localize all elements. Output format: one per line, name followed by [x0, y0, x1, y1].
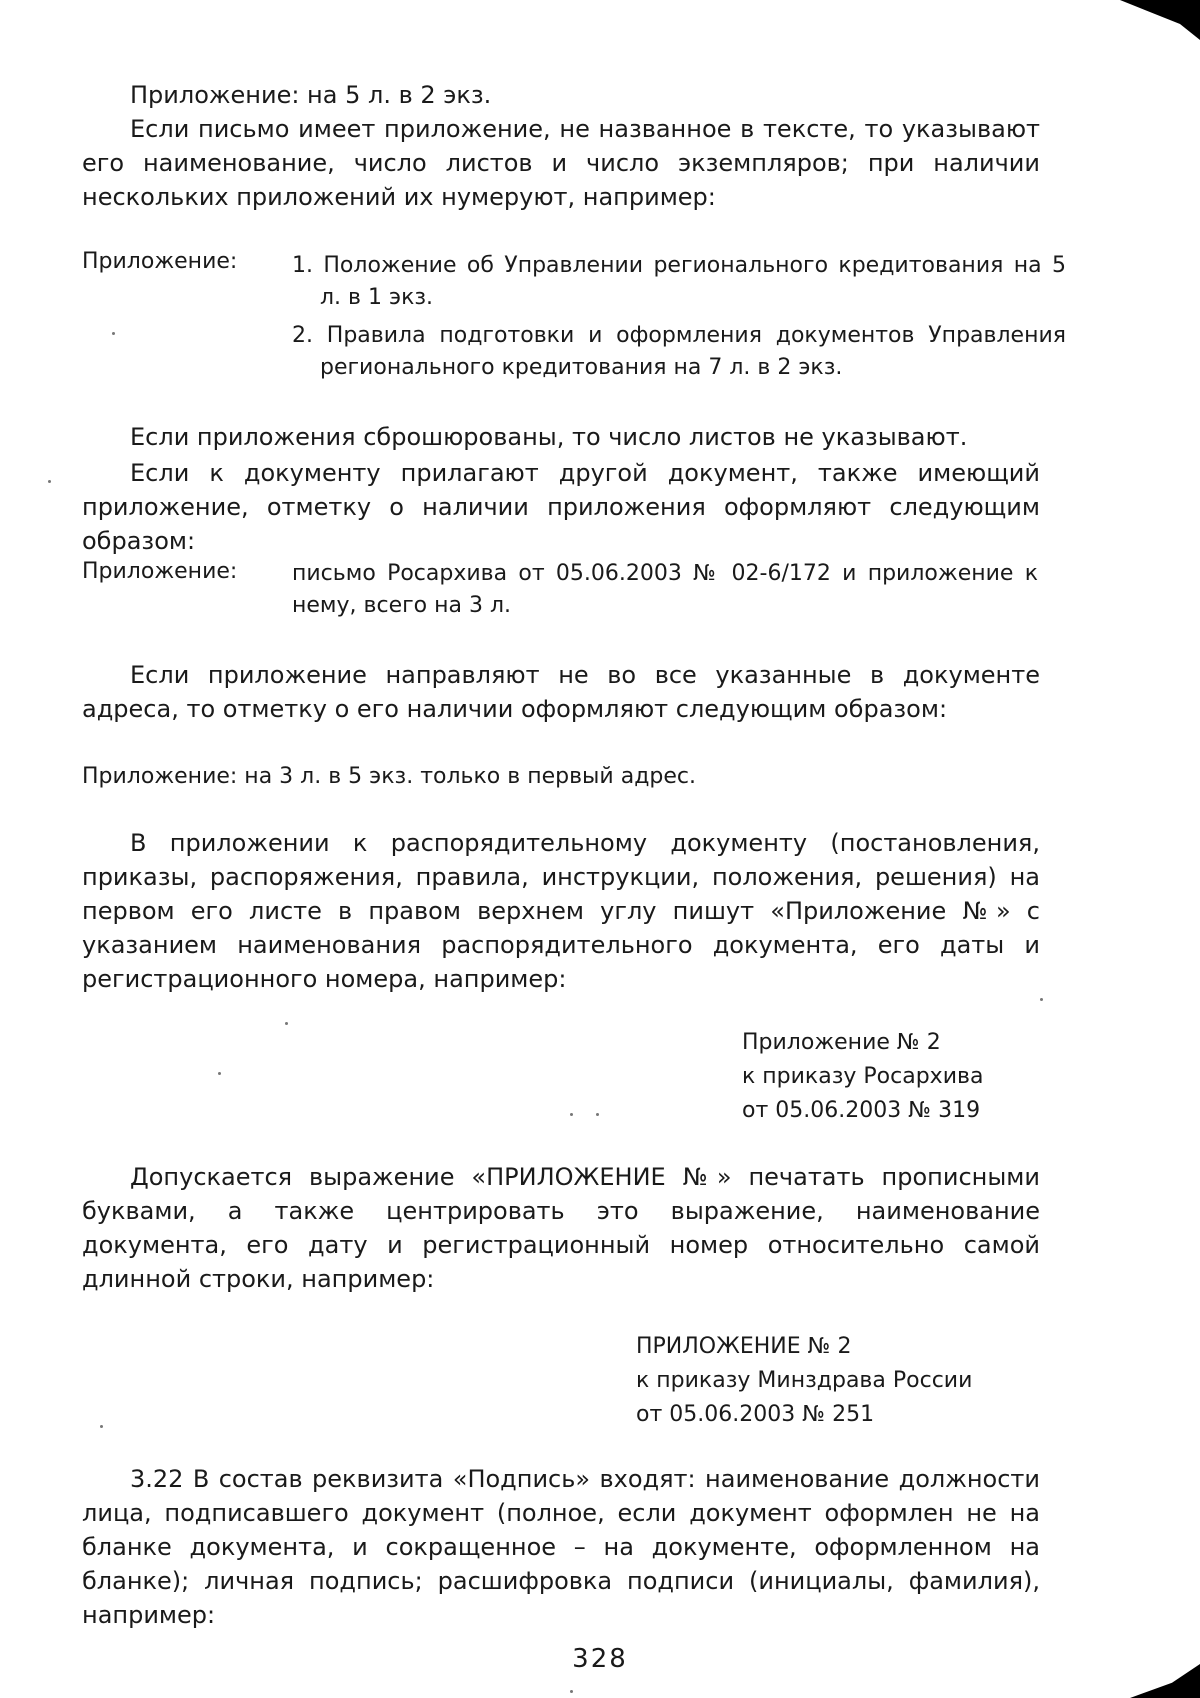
example2-label: Приложение:	[82, 559, 238, 584]
example4-line-2: к приказу Росархива	[742, 1064, 984, 1089]
paragraph-other-doc: Если к документу прилагают другой документ, также имеющий приложение, отметку о наличии приложения оформляют следующим образом:	[82, 459, 1040, 555]
scan-speck	[596, 1113, 599, 1116]
example4-block	[742, 1026, 983, 1128]
example2-text: письмо Росархива от 05.06.2003 № 02-6/172 и приложение к нему, всего на 3 л.	[292, 561, 1038, 618]
example5-line-2: к приказу Минздрава России	[636, 1368, 973, 1393]
scan-speck	[218, 1072, 221, 1075]
paragraph-not-all: Если приложение направляют не во все указанные в документе адреса, то отметку о его наличии оформляют следующим образом:	[82, 661, 1040, 723]
scan-speck	[570, 1690, 573, 1693]
paragraph-signature: 3.22 В состав реквизита «Подпись» входят: наименование должности лица, подписавшего документ (полное, если документ оформлен не на бланке документа, и сокращенное – на документе, оформленном на бланке); личная подпись; расшифровка подписи (инициалы, фамилия), например:	[82, 1465, 1040, 1629]
paragraph-caps: Допускается выражение «ПРИЛОЖЕНИЕ №» печатать прописными буквами, а также центрировать это выражение, наименование документа, его дату и регистрационный номер относительно самой длинной строки, например:	[82, 1163, 1040, 1293]
example1-item-1: 1. Положение об Управлении регионального кредитования на 5 л. в 1 экз.	[292, 253, 1066, 310]
example3-text: Приложение: на 3 л. в 5 экз. только в первый адрес.	[82, 764, 696, 789]
example5-line-1: ПРИЛОЖЕНИЕ № 2	[636, 1334, 852, 1359]
paragraph-admin: В приложении к распорядительному документу (постановления, приказы, распоряжения, правила, инструкции, положения, решения) на первом его листе в правом верхнем углу пишут «Приложение №» с указанием наименования распорядительного документа, его даты и регистрационного номера, например:	[82, 829, 1040, 993]
example5-line-3: от 05.06.2003 № 251	[636, 1402, 875, 1427]
paragraph-intro: Если письмо имеет приложение, не названное в тексте, то указывают его наименование, число листов и число экземпляров; при наличии нескольких приложений их нумеруют, например:	[82, 115, 1040, 211]
example4-line-3: от 05.06.2003 № 319	[742, 1098, 981, 1123]
paragraph-bound: Если приложения сброшюрованы, то число листов не указывают.	[130, 423, 968, 451]
scan-corner-mark	[1120, 0, 1200, 40]
scan-speck	[1040, 998, 1043, 1001]
scan-speck	[48, 480, 51, 483]
paragraph-first-line: Приложение: на 5 л. в 2 экз.	[130, 81, 492, 109]
example1-item-2: 2. Правила подготовки и оформления документов Управления регионального кредитования на 7 л. в 2 экз.	[292, 323, 1066, 380]
scan-speck	[112, 332, 115, 335]
example4-line-1: Приложение № 2	[742, 1030, 941, 1055]
page-number: 328	[572, 1644, 628, 1674]
scan-speck	[570, 1113, 573, 1116]
scan-speck	[285, 1022, 288, 1025]
scan-speck	[100, 1425, 103, 1428]
example1-label: Приложение:	[82, 249, 238, 274]
example5-block	[636, 1330, 972, 1432]
